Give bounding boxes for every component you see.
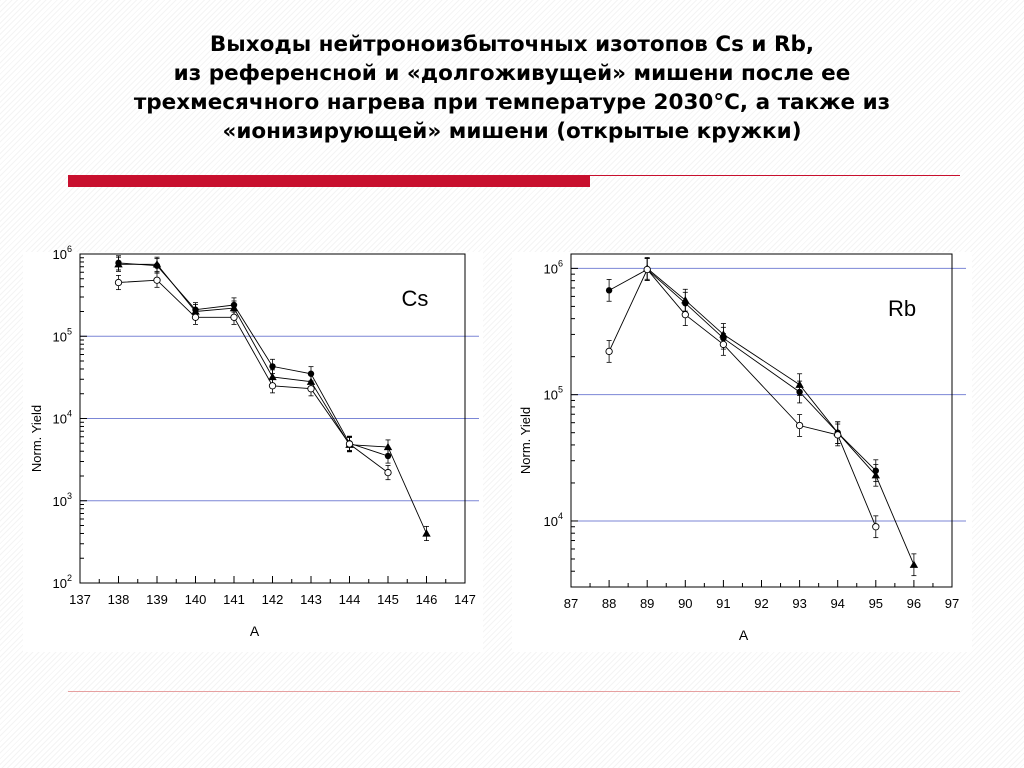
x-tick-label: 90 (678, 596, 693, 611)
series-line (609, 270, 876, 527)
x-tick-label: 141 (223, 592, 245, 607)
chart-label: Cs (401, 286, 429, 311)
data-point-triangle (795, 380, 803, 387)
series-line (609, 270, 876, 471)
data-point-triangle (422, 529, 430, 536)
y-tick-label: $10^5$ (543, 384, 563, 403)
data-point-open-circle (308, 386, 314, 392)
title-line: трехмесячного нагрева при температуре 2030°C, а также из (133, 90, 891, 115)
data-point-open-circle (720, 341, 726, 347)
y-tick-label: $10^5$ (52, 326, 72, 345)
x-tick-label: 94 (830, 596, 845, 611)
data-point-open-circle (385, 469, 391, 475)
y-axis-label: Norm. Yield (518, 406, 533, 475)
y-tick-label: $10^6$ (543, 258, 563, 277)
data-point-open-circle (154, 277, 160, 283)
x-tick-label: 143 (300, 592, 322, 607)
x-tick-label: 140 (184, 592, 207, 607)
title-line: из референсной и «долгоживущей» мишени после ее (173, 61, 851, 86)
y-axis-label: Norm. Yield (29, 404, 44, 473)
rb-chart (512, 252, 972, 652)
x-axis-label: A (249, 623, 260, 639)
data-point-open-circle (873, 524, 879, 530)
data-point-open-circle (682, 311, 688, 317)
data-point-open-circle (644, 266, 650, 272)
x-tick-label: 97 (944, 596, 960, 611)
x-tick-label: 93 (792, 596, 807, 611)
data-point-open-circle (115, 279, 121, 285)
x-tick-label: 92 (754, 596, 769, 611)
rb-chart-panel (512, 252, 972, 652)
data-point-triangle (153, 260, 161, 267)
x-tick-label: 142 (261, 592, 284, 607)
series-line (119, 264, 427, 533)
data-point-triangle (681, 296, 689, 303)
x-tick-label: 89 (639, 596, 655, 611)
y-tick-label: $10^6$ (52, 244, 72, 262)
x-tick-label: 88 (601, 596, 617, 611)
y-tick-label: $10^3$ (52, 490, 72, 509)
slide-title (20, 30, 1004, 146)
series-line (119, 263, 389, 456)
data-point-open-circle (835, 432, 841, 438)
title-accent-bar (68, 175, 590, 187)
footer-divider-line (68, 691, 960, 692)
data-point-open-circle (606, 348, 612, 354)
title-divider-line (590, 175, 960, 176)
data-point-open-circle (346, 441, 352, 447)
x-tick-label: 139 (146, 592, 168, 607)
data-point-filled-circle (606, 287, 612, 293)
x-tick-label: 147 (454, 592, 476, 607)
x-tick-label: 146 (415, 592, 438, 607)
data-point-open-circle (269, 383, 275, 389)
data-point-open-circle (231, 314, 237, 320)
x-tick-label: 87 (563, 596, 579, 611)
data-point-triangle (910, 561, 918, 568)
cs-chart-panel (23, 244, 483, 652)
title-line: Выходы нейтроноизбыточных изотопов Cs и Rb, (209, 32, 815, 57)
y-tick-label: $10^4$ (52, 408, 72, 427)
data-point-open-circle (192, 314, 198, 320)
x-tick-label: 138 (107, 592, 130, 607)
x-tick-label: 96 (906, 596, 922, 611)
y-tick-label: $10^2$ (52, 573, 72, 591)
x-tick-label: 144 (338, 592, 361, 607)
x-tick-label: 137 (69, 592, 91, 607)
x-tick-label: 95 (868, 596, 884, 611)
x-tick-label: 91 (716, 596, 731, 611)
cs-chart (23, 244, 483, 652)
title-line: «ионизирующей» мишени (открытые кружки) (222, 119, 802, 144)
data-point-open-circle (796, 422, 802, 428)
y-tick-label: $10^4$ (543, 510, 563, 529)
x-axis-label: A (738, 627, 749, 643)
x-tick-label: 145 (377, 592, 399, 607)
data-point-filled-circle (269, 363, 275, 369)
chart-label: Rb (887, 296, 917, 321)
